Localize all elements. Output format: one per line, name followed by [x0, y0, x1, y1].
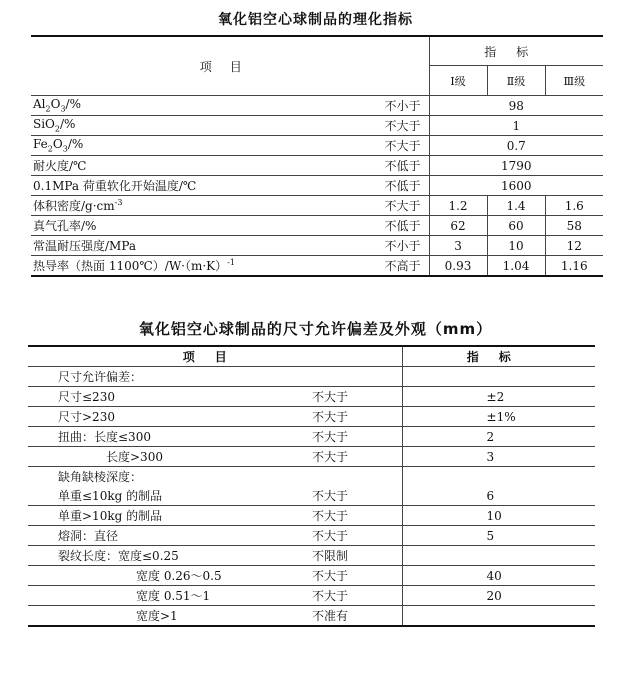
header-index: 指标 — [402, 346, 595, 367]
row-limit — [306, 367, 402, 387]
header-grade-2: Ⅱ级 — [487, 66, 545, 96]
row-value-grade3: 1.16 — [560, 258, 588, 273]
row-value: 1 — [429, 116, 603, 136]
row-value: 3 — [402, 447, 595, 467]
row-value: 2 — [402, 427, 595, 447]
table-row — [31, 156, 603, 176]
table-row — [28, 546, 595, 566]
row-item-conductivity: 热导率（热面 $1100℃)/W\cdot(m\cdot K)^{-1}$ — [33, 258, 235, 273]
table-row — [31, 116, 603, 136]
row-limit: 不大于 — [306, 506, 402, 526]
header-grade-1: Ⅰ级 — [429, 66, 487, 96]
row-limit: 不大于 — [306, 407, 402, 427]
table-row — [31, 216, 603, 236]
row-item-fe2o3: $Fe_2O_3/\%$ — [31, 136, 291, 156]
row-limit: 不大于 — [291, 136, 429, 156]
header-index: 指标 — [429, 36, 603, 66]
row-limit: 不大于 — [306, 586, 402, 606]
row-value: ±2 — [402, 387, 595, 407]
row-value-grade2: 10 — [487, 236, 545, 256]
row-limit — [306, 467, 402, 487]
table-row — [28, 427, 595, 447]
row-value-grade2: 60 — [487, 216, 545, 236]
row-value: ±1% — [402, 407, 595, 427]
row-label: 尺寸允许偏差： — [28, 367, 306, 387]
tolerance-table — [28, 345, 595, 627]
row-limit: 不大于 — [291, 116, 429, 136]
row-item-al2o3: $Al_2O_3/\%$ — [31, 96, 291, 116]
header-item: 项目 — [28, 346, 402, 367]
row-label: 单重≤10kg 的制品 — [28, 486, 306, 506]
row-item-density: 体积密度$/g\cdot cm^{-3}$ — [31, 196, 291, 216]
row-item-sio2: SiO$_2$/% — [31, 116, 291, 136]
row-item-porosity: 真气孔率/% — [31, 216, 291, 236]
row-label: 熔洞：直径 — [28, 526, 306, 546]
row-label: 长度>300 — [28, 447, 306, 467]
table-row — [31, 96, 603, 116]
row-limit: 不大于 — [291, 196, 429, 216]
table-row — [28, 586, 595, 606]
table-row — [28, 606, 595, 627]
header-item: 项目 — [31, 36, 429, 96]
table-row — [31, 136, 603, 156]
row-value: 0.7 — [429, 136, 603, 156]
table-row — [28, 407, 595, 427]
row-value — [402, 367, 595, 387]
row-limit: 不高于 — [291, 256, 429, 277]
row-limit: 不限制 — [306, 546, 402, 566]
row-value-grade3: 12 — [545, 236, 603, 256]
row-limit: 不低于 — [291, 176, 429, 196]
row-value: 6 — [402, 486, 595, 506]
table-row — [28, 367, 595, 387]
row-limit: 不准有 — [306, 606, 402, 627]
table-row — [28, 486, 595, 506]
row-limit: 不大于 — [306, 447, 402, 467]
header-grade-3: Ⅲ级 — [545, 66, 603, 96]
table-row — [28, 467, 595, 487]
table-row — [28, 387, 595, 407]
row-limit: 不低于 — [291, 156, 429, 176]
row-label: 单重>10kg 的制品 — [28, 506, 306, 526]
row-value-grade1: 62 — [429, 216, 487, 236]
row-value: 1600 — [429, 176, 603, 196]
row-label: 扭曲：长度≤300 — [28, 427, 306, 447]
table-row — [28, 447, 595, 467]
row-limit: 不大于 — [306, 387, 402, 407]
row-value — [402, 606, 595, 627]
row-limit: 不小于 — [291, 236, 429, 256]
row-limit: 不低于 — [291, 216, 429, 236]
row-value: 10 — [402, 506, 595, 526]
row-value-grade3: 1.6 — [545, 196, 603, 216]
physicochemical-table — [31, 35, 603, 277]
row-limit: 不大于 — [306, 427, 402, 447]
row-value-grade1: 3 — [429, 236, 487, 256]
row-value-grade2: 1.4 — [487, 196, 545, 216]
row-value: 98 — [429, 96, 603, 116]
row-label: 尺寸>230 — [28, 407, 306, 427]
row-limit: 不大于 — [306, 566, 402, 586]
table-row — [28, 506, 595, 526]
row-value — [402, 467, 595, 487]
row-label: 裂纹长度：宽度≤0.25 — [28, 546, 306, 566]
row-value: 5 — [402, 526, 595, 546]
row-item-strength: 常温耐压强度/MPa — [31, 236, 291, 256]
row-value-grade2: 1.04 — [487, 256, 545, 277]
row-value: 20 — [402, 586, 595, 606]
table-row — [31, 196, 603, 216]
row-value: 40 — [402, 566, 595, 586]
table-row — [31, 256, 603, 277]
row-item-refractoriness: 耐火度/℃ — [31, 156, 291, 176]
row-label: 宽度 0.51～1 — [28, 586, 306, 606]
table-row — [31, 236, 603, 256]
table-row — [28, 566, 595, 586]
table1-title: 氧化铝空心球制品的理化指标 — [218, 12, 413, 28]
row-label: 尺寸≤230 — [28, 387, 306, 407]
table-row — [31, 176, 603, 196]
row-label: 宽度>1 — [136, 609, 178, 623]
row-item-softening: 0.1MPa 荷重软化开始温度/℃ — [31, 176, 291, 196]
row-label: 缺角缺棱深度： — [58, 470, 143, 484]
row-value-grade1: 0.93 — [429, 256, 487, 277]
row-limit: 不小于 — [291, 96, 429, 116]
row-label: 宽度 0.26～0.5 — [28, 566, 306, 586]
row-value — [402, 546, 595, 566]
row-value-grade3: 58 — [545, 216, 603, 236]
row-limit: 不大于 — [306, 486, 402, 506]
table2-title: 氧化铝空心球制品的尺寸允许偏差及外观（mm） — [138, 320, 493, 338]
row-value: 1790 — [429, 156, 603, 176]
row-value-grade1: 1.2 — [429, 196, 487, 216]
row-limit: 不大于 — [306, 526, 402, 546]
table-row — [28, 526, 595, 546]
